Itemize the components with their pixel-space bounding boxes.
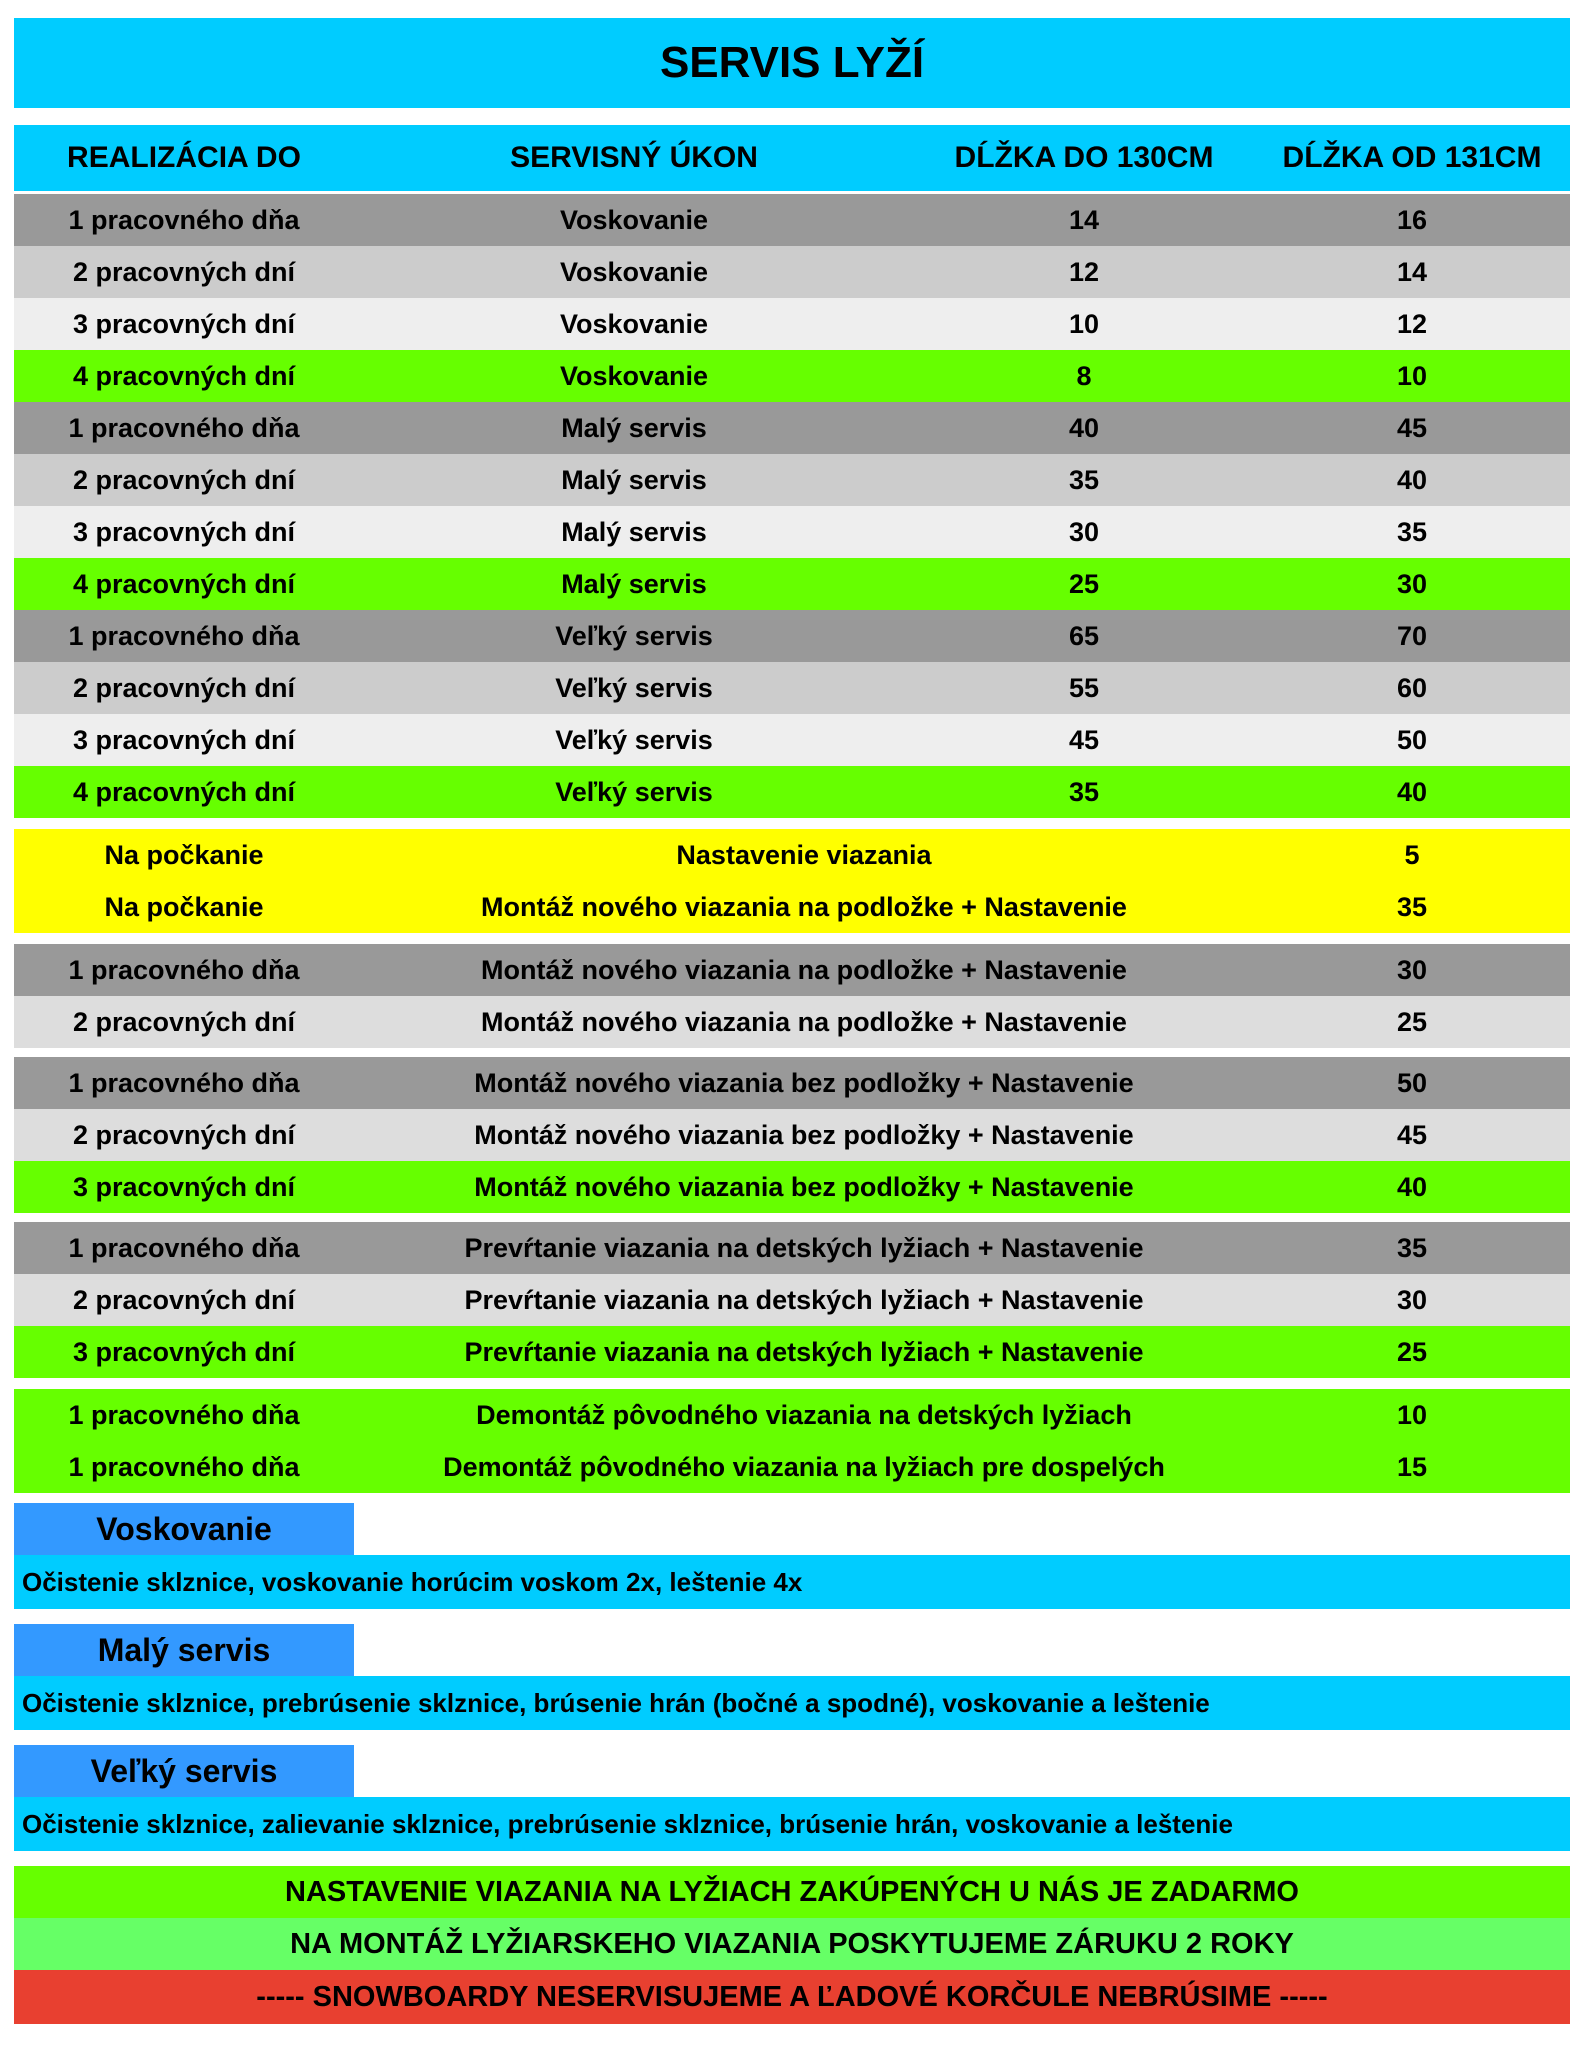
row-service: Montáž nového viazania bez podložky + Nastavenie — [474, 1119, 1134, 1150]
row-service: Nastavenie viazania — [676, 839, 932, 870]
row-term: 3 pracovných dní — [72, 516, 296, 547]
row-price-long: 35 — [1396, 516, 1428, 547]
row-service: Montáž nového viazania na podložke + Nastavenie — [481, 891, 1127, 922]
row-price: 15 — [1396, 1451, 1428, 1482]
row-service: Montáž nového viazania bez podložky + Nastavenie — [474, 1171, 1134, 1202]
row-term: 2 pracovných dní — [72, 672, 296, 703]
row-term: 1 pracovného dňa — [68, 620, 300, 651]
table-row — [14, 298, 1570, 350]
row-service: Demontáž pôvodného viazania na lyžiach pre dospelých — [443, 1451, 1165, 1482]
row-term: 1 pracovného dňa — [68, 954, 300, 985]
table-row — [14, 558, 1570, 610]
binding-row — [14, 829, 1570, 881]
row-price-long: 40 — [1396, 464, 1428, 495]
row-service: Veľký servis — [555, 776, 713, 807]
row-service: Veľký servis — [555, 620, 713, 651]
row-service: Malý servis — [561, 568, 707, 599]
row-price: 25 — [1396, 1006, 1428, 1037]
table-row — [14, 350, 1570, 402]
section-title-small-service: Malý servis — [14, 1624, 354, 1676]
row-term: 2 pracovných dní — [72, 1119, 296, 1150]
row-price-short: 8 — [1076, 360, 1092, 391]
row-term: Na počkanie — [104, 839, 264, 870]
table-row — [14, 610, 1570, 662]
row-price-short: 25 — [1068, 568, 1100, 599]
row-service: Voskovanie — [559, 308, 709, 339]
row-price-short: 10 — [1068, 308, 1100, 339]
row-price-long: 10 — [1396, 360, 1428, 391]
row-service: Malý servis — [561, 464, 707, 495]
header-realization: REALIZÁCIA DO — [67, 141, 301, 174]
row-service: Prevŕtanie viazania na detských lyžiach + Nastavenie — [464, 1336, 1144, 1367]
row-service: Montáž nového viazania na podložke + Nastavenie — [481, 954, 1127, 985]
row-term: 2 pracovných dní — [72, 1006, 296, 1037]
binding-row — [14, 1274, 1570, 1326]
row-service: Prevŕtanie viazania na detských lyžiach + Nastavenie — [464, 1284, 1144, 1315]
binding-row — [14, 881, 1570, 933]
row-service: Demontáž pôvodného viazania na detských lyžiach — [476, 1399, 1132, 1430]
binding-row — [14, 1222, 1570, 1274]
row-price-long: 70 — [1396, 620, 1428, 651]
row-term: 1 pracovného dňa — [68, 1399, 300, 1430]
binding-row — [14, 1441, 1570, 1493]
row-price-short: 40 — [1068, 412, 1100, 443]
row-service: Voskovanie — [559, 204, 709, 235]
row-service: Montáž nového viazania bez podložky + Nastavenie — [474, 1067, 1134, 1098]
table-row — [14, 246, 1570, 298]
header-service: SERVISNÝ ÚKON — [510, 141, 758, 174]
binding-row — [14, 1161, 1570, 1213]
section-title-waxing: Voskovanie — [14, 1503, 354, 1555]
note-free-setting: NASTAVENIE VIAZANIA NA LYŽIACH ZAKÚPENÝCH U NÁS JE ZADARMO — [14, 1866, 1570, 1918]
row-price: 45 — [1396, 1119, 1428, 1150]
row-term: 3 pracovných dní — [72, 308, 296, 339]
section-desc-big-service: Očistenie sklznice, zalievanie sklznice, prebrúsenie sklznice, brúsenie hrán, voskovanie a leštenie — [14, 1797, 1570, 1851]
binding-row — [14, 944, 1570, 996]
row-term: 3 pracovných dní — [72, 724, 296, 755]
row-term: 4 pracovných dní — [72, 776, 296, 807]
row-term: 3 pracovných dní — [72, 1336, 296, 1367]
row-price: 5 — [1404, 839, 1420, 870]
row-price: 40 — [1396, 1171, 1428, 1202]
row-term: 1 pracovného dňa — [68, 204, 300, 235]
row-price-short: 12 — [1068, 256, 1100, 287]
table-row — [14, 506, 1570, 558]
row-term: 1 pracovného dňa — [68, 1451, 300, 1482]
row-price-long: 16 — [1396, 204, 1428, 235]
binding-row — [14, 1389, 1570, 1441]
header-length-short: DĹŽKA DO 130CM — [954, 141, 1214, 174]
table-row — [14, 454, 1570, 506]
row-price-short: 35 — [1068, 776, 1100, 807]
table-row — [14, 714, 1570, 766]
section-title-big-service: Veľký servis — [14, 1745, 354, 1797]
row-term: 2 pracovných dní — [72, 256, 296, 287]
table-header — [14, 125, 1570, 191]
note-no-snowboards: ----- SNOWBOARDY NESERVISUJEME A ĽADOVÉ KORČULE NEBRÚSIME ----- — [14, 1970, 1570, 2024]
row-service: Montáž nového viazania na podložke + Nastavenie — [481, 1006, 1127, 1037]
row-price: 35 — [1396, 1232, 1428, 1263]
table-row — [14, 662, 1570, 714]
row-term: 3 pracovných dní — [72, 1171, 296, 1202]
row-price-long: 12 — [1396, 308, 1428, 339]
row-service: Voskovanie — [559, 256, 709, 287]
table-row — [14, 194, 1570, 246]
row-price-long: 60 — [1396, 672, 1428, 703]
row-term: 2 pracovných dní — [72, 1284, 296, 1315]
row-price-short: 30 — [1068, 516, 1100, 547]
row-price-short: 35 — [1068, 464, 1100, 495]
row-service: Malý servis — [561, 412, 707, 443]
row-term: 4 pracovných dní — [72, 568, 296, 599]
row-price-long: 50 — [1396, 724, 1428, 755]
row-price: 35 — [1396, 891, 1428, 922]
row-term: 1 pracovného dňa — [68, 1067, 300, 1098]
table-row — [14, 766, 1570, 818]
note-warranty: NA MONTÁŽ LYŽIARSKEHO VIAZANIA POSKYTUJEME ZÁRUKU 2 ROKY — [14, 1918, 1570, 1970]
row-service: Veľký servis — [555, 672, 713, 703]
row-price-short: 14 — [1068, 204, 1100, 235]
table-row — [14, 402, 1570, 454]
binding-row — [14, 1326, 1570, 1378]
row-term: 2 pracovných dní — [72, 464, 296, 495]
row-price-long: 45 — [1396, 412, 1428, 443]
binding-row — [14, 1057, 1570, 1109]
header-length-long: DĹŽKA OD 131CM — [1282, 141, 1542, 174]
row-price: 10 — [1396, 1399, 1428, 1430]
row-price-short: 55 — [1068, 672, 1100, 703]
binding-row — [14, 1109, 1570, 1161]
row-term: Na počkanie — [104, 891, 264, 922]
row-service: Prevŕtanie viazania na detských lyžiach + Nastavenie — [464, 1232, 1144, 1263]
row-term: 1 pracovného dňa — [68, 412, 300, 443]
row-price-short: 65 — [1068, 620, 1100, 651]
row-price-long: 30 — [1396, 568, 1428, 599]
row-price-long: 14 — [1396, 256, 1428, 287]
section-desc-small-service: Očistenie sklznice, prebrúsenie sklznice, brúsenie hrán (bočné a spodné), voskovanie a leštenie — [14, 1676, 1570, 1730]
row-price: 30 — [1396, 954, 1428, 985]
row-price-short: 45 — [1068, 724, 1100, 755]
row-price: 25 — [1396, 1336, 1428, 1367]
row-term: 1 pracovného dňa — [68, 1232, 300, 1263]
section-desc-waxing: Očistenie sklznice, voskovanie horúcim voskom 2x, leštenie 4x — [14, 1555, 1570, 1609]
row-price: 30 — [1396, 1284, 1428, 1315]
page-title: SERVIS LYŽÍ — [14, 18, 1570, 108]
row-term: 4 pracovných dní — [72, 360, 296, 391]
binding-row — [14, 996, 1570, 1048]
row-service: Veľký servis — [555, 724, 713, 755]
row-price-long: 40 — [1396, 776, 1428, 807]
row-service: Malý servis — [561, 516, 707, 547]
row-price: 50 — [1396, 1067, 1428, 1098]
row-service: Voskovanie — [559, 360, 709, 391]
